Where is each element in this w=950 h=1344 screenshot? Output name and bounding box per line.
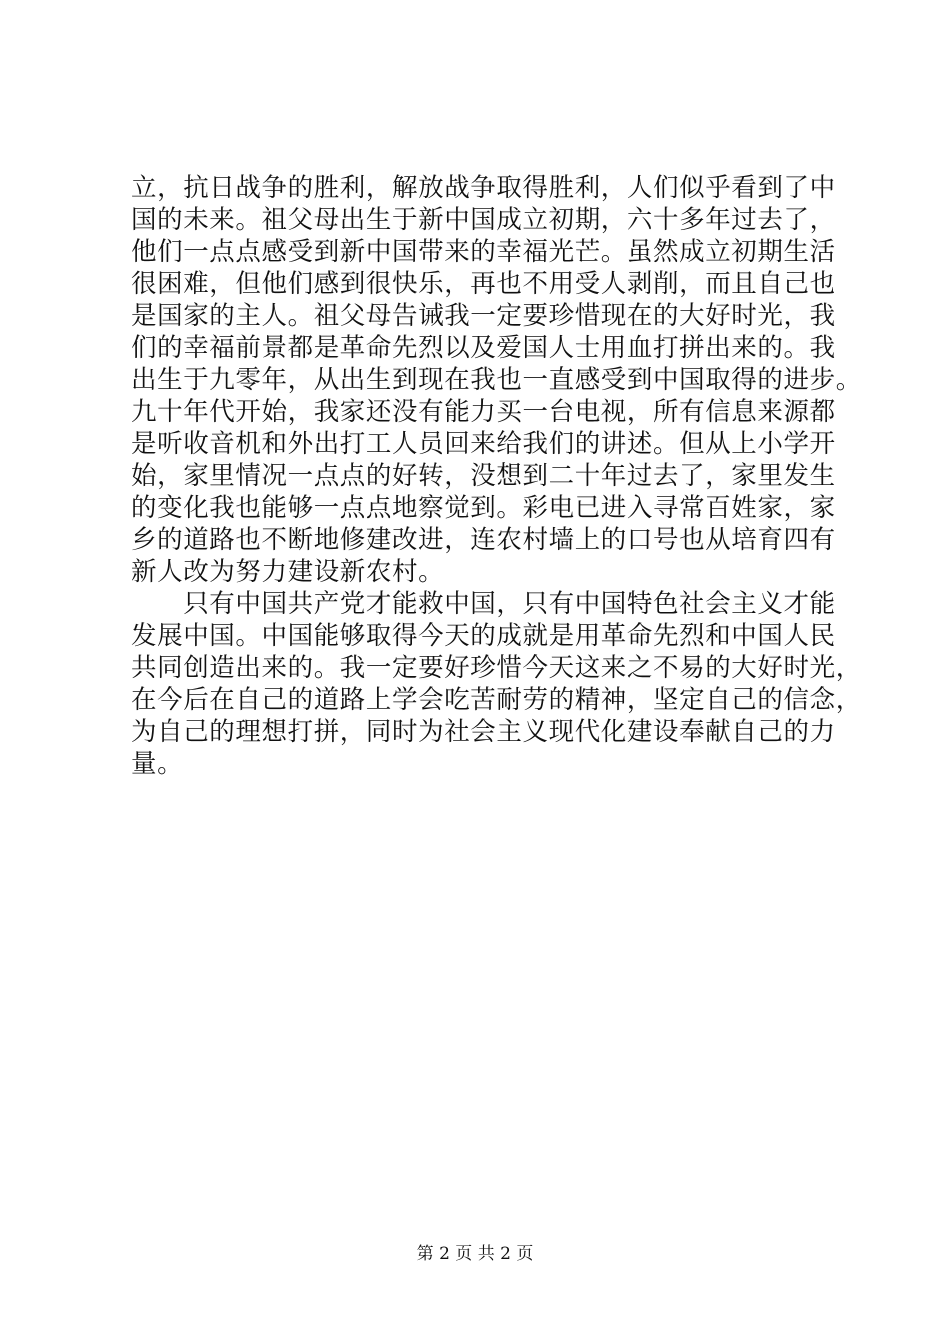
text-line: 是听收音机和外出打工人员回来给我们的讲述。但从上小学开 bbox=[131, 429, 836, 459]
text-line: 们的幸福前景都是革命先烈以及爱国人士用血打拼出来的。我 bbox=[131, 333, 836, 363]
text-line: 只有中国共产党才能救中国，只有中国特色社会主义才能 bbox=[131, 589, 836, 619]
text-line: 新人改为努力建设新农村。 bbox=[131, 557, 445, 587]
body-text bbox=[131, 172, 862, 780]
page-number-footer: 第 2 页 共 2 页 bbox=[416, 1244, 534, 1264]
text-line: 的变化我也能够一点点地察觉到。彩电已进入寻常百姓家，家 bbox=[131, 493, 836, 523]
text-line: 为自己的理想打拼，同时为社会主义现代化建设奉献自己的力 bbox=[131, 717, 836, 747]
text-line: 发展中国。中国能够取得今天的成就是用革命先烈和中国人民 bbox=[131, 621, 836, 651]
text-line: 九十年代开始，我家还没有能力买一台电视，所有信息来源都 bbox=[131, 397, 836, 427]
text-line: 很困难，但他们感到很快乐，再也不用受人剥削，而且自己也 bbox=[131, 269, 836, 299]
text-line: 他们一点点感受到新中国带来的幸福光芒。虽然成立初期生活 bbox=[131, 237, 836, 267]
text-line: 国的未来。祖父母出生于新中国成立初期，六十多年过去了， bbox=[131, 205, 836, 235]
text-line: 共同创造出来的。我一定要好珍惜今天这来之不易的大好时光， bbox=[131, 653, 862, 683]
text-line: 立，抗日战争的胜利，解放战争取得胜利，人们似乎看到了中 bbox=[131, 173, 836, 203]
text-line: 乡的道路也不断地修建改进，连农村墙上的口号也从培育四有 bbox=[131, 525, 836, 555]
text-line: 是国家的主人。祖父母告诫我一定要珍惜现在的大好时光，我 bbox=[131, 301, 836, 331]
text-line: 量。 bbox=[131, 749, 184, 779]
text-line: 出生于九零年，从出生到现在我也一直感受到中国取得的进步。 bbox=[131, 365, 862, 395]
text-line: 在今后在自己的道路上学会吃苦耐劳的精神，坚定自己的信念， bbox=[131, 685, 862, 715]
text-line: 始，家里情况一点点的好转，没想到二十年过去了，家里发生 bbox=[131, 461, 836, 491]
